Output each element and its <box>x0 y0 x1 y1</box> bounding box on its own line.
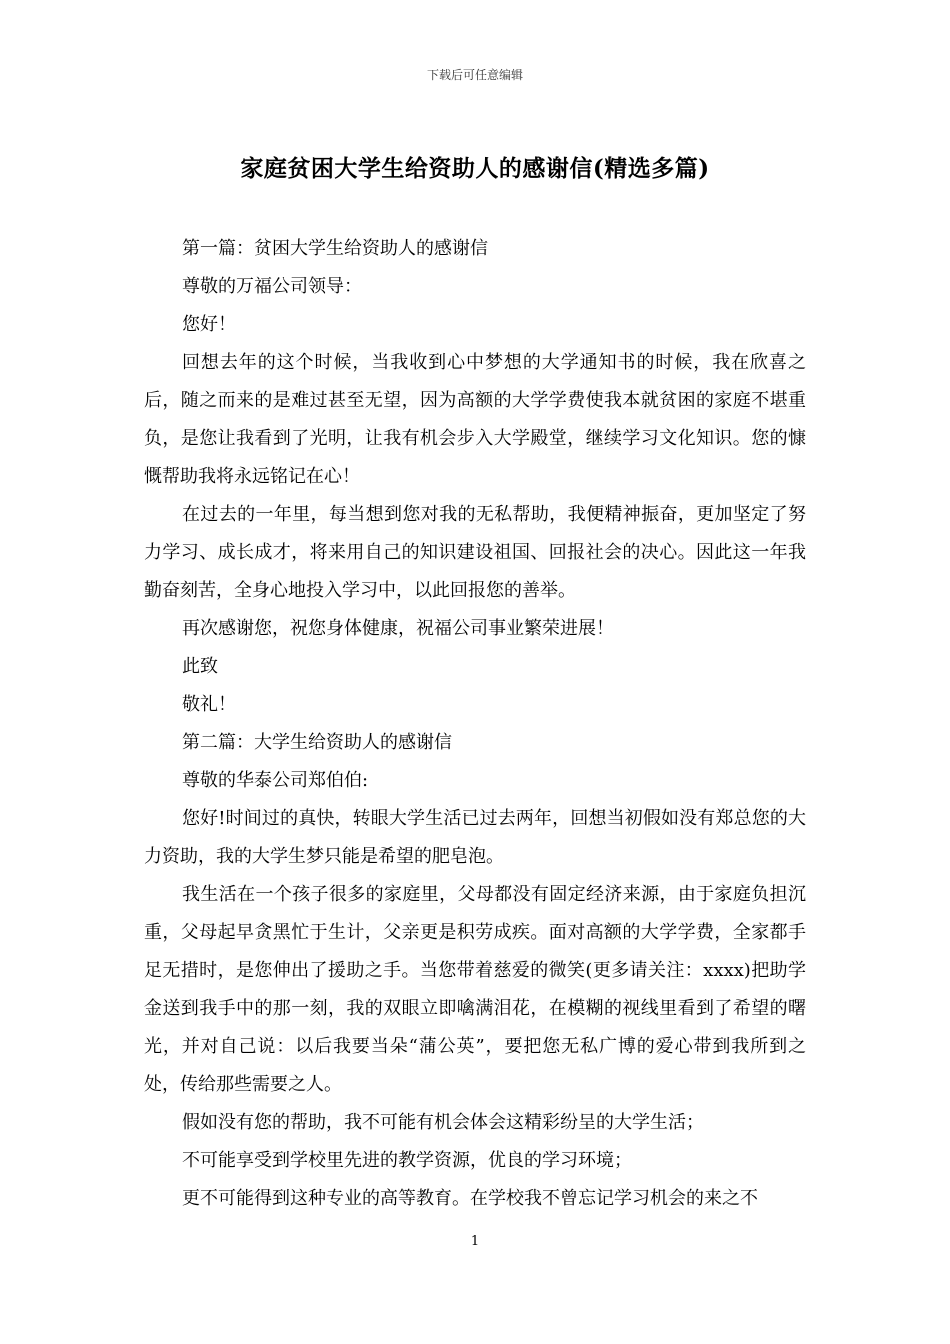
body-paragraph: 在过去的一年里，每当想到您对我的无私帮助，我便精神振奋，更加坚定了努力学习、成长成才，将来用自己的知识建设祖国、回报社会的决心。因此这一年我勤奋刻苦，全身心地投入学习中，以此回报您的善举。 <box>144 504 806 601</box>
page-number: 1 <box>470 1234 480 1249</box>
closing-wish: 再次感谢您，祝您身体健康，祝福公司事业繁荣进展！ <box>182 618 614 639</box>
salutation-1: 尊敬的万福公司领导： <box>182 276 362 297</box>
closing-jingli: 敬礼！ <box>182 694 236 715</box>
body-paragraph: 回想去年的这个时候，当我收到心中梦想的大学通知书的时候，我在欣喜之后，随之而来的是难过甚至无望，因为高额的大学学费使我本就贫困的家庭不堪重负，是您让我看到了光明，让我有机会步入大学殿堂，继续学习文化知识。您的慷慨帮助我将永远铭记在心！ <box>144 352 806 487</box>
document-body <box>144 230 806 1218</box>
body-paragraph: 我生活在一个孩子很多的家庭里，父母都没有固定经济来源，由于家庭负担沉重，父母起早贪黑忙于生计，父亲更是积劳成疾。面对高额的大学学费，全家都手足无措时，是您伸出了援助之手。当您带着慈爱的微笑(更多请关注：xxxx)把助学金送到我手中的那一刻，我的双眼立即噙满泪花，在模糊的视线里看到了希望的曙光，并对自己说：以后我要当朵“蒲公英”，要把您无私广博的爱心带到我所到之处，传给那些需要之人。 <box>144 884 806 1095</box>
body-paragraph: 不可能享受到学校里先进的教学资源，优良的学习环境； <box>182 1150 632 1171</box>
body-paragraph: 更不可能得到这种专业的高等教育。在学校我不曾忘记学习机会的来之不 <box>182 1188 758 1209</box>
section-heading-1: 第一篇：贫困大学生给资助人的感谢信 <box>182 238 488 259</box>
salutation-2: 尊敬的华泰公司郑伯伯: <box>182 770 369 791</box>
body-paragraph: 假如没有您的帮助，我不可能有机会体会这精彩纷呈的大学生活； <box>182 1112 704 1133</box>
document-title: 家庭贫困大学生给资助人的感谢信(精选多篇) <box>240 155 710 182</box>
body-paragraph: 您好!时间过的真快，转眼大学生活已过去两年，回想当初假如没有郑总您的大力资助，我的大学生梦只能是希望的肥皂泡。 <box>144 808 806 867</box>
greeting-1: 您好！ <box>182 314 236 335</box>
page-header-note: 下载后可任意编辑 <box>426 68 523 82</box>
closing-cizhi: 此致 <box>182 656 218 677</box>
section-heading-2: 第二篇：大学生给资助人的感谢信 <box>182 732 452 753</box>
